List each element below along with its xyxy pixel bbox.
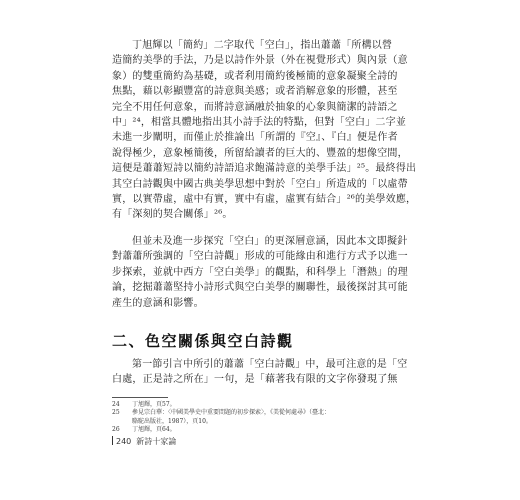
footnotes bbox=[112, 401, 392, 435]
footnote-number: 25 bbox=[112, 409, 120, 417]
page-footer bbox=[112, 436, 176, 447]
footnote bbox=[112, 409, 392, 417]
text-line: 丁旭輝以「簡約」二字取代「空白」，指出蕭蕭「所構以營 bbox=[132, 40, 393, 51]
footnote bbox=[112, 426, 392, 434]
body-paragraph bbox=[112, 357, 408, 388]
footnote-text: 駱駝出版社，1987），頁10。 bbox=[132, 417, 212, 425]
footnote-divider bbox=[112, 397, 168, 398]
text-line: 但並未及進一步探究「空白」的更深層意涵，因此本文即擬針 bbox=[132, 236, 408, 247]
text-line: 造簡約美學的手法，乃是以詩作外景（外在視覺形式）與內景（意 bbox=[112, 55, 408, 67]
text-line: 未進一步闡明，而僅止於推論出「所謂的『空』、『白』便是作者 bbox=[112, 132, 398, 144]
text-line: 說得極少，意象極簡後，所留給讀者的巨大的、豐盈的想像空間， bbox=[112, 147, 408, 159]
text-line: 象）的雙重簡約為基礎，或者利用簡約後極簡的意象凝聚全詩的 bbox=[112, 70, 398, 82]
footer-rule bbox=[112, 436, 113, 445]
footnote-number: 26 bbox=[112, 426, 120, 434]
text-line: 對蕭蕭所強調的「空白詩觀」形成的可能緣由和進行方式予以進一 bbox=[112, 251, 408, 263]
text-line: 步探索，並就中西方「空白美學」的觀點，和科學上「潛熱」的理 bbox=[112, 266, 408, 278]
text-line: 完全不用任何意象，而將詩意涵融於抽象的心象與簡潔的詩語之 bbox=[112, 101, 398, 113]
footnote-number: 24 bbox=[112, 401, 120, 408]
footnote-text: 丁旭輝，頁57。 bbox=[132, 401, 176, 408]
footnote-text: 參見宗白華：〈中國美學史中重要問題的初步探索〉，《美從何處尋》（臺北： bbox=[132, 409, 331, 417]
page-number: 240 bbox=[116, 437, 132, 446]
text-line: 白處，正是詩之所在」一句，是「藉著我有限的文字你發現了無 bbox=[112, 374, 398, 386]
text-line: 論，挖掘蕭蕭堅持小詩形式與空白美學的關聯性，最後探討其可能 bbox=[112, 282, 408, 294]
text-line: 有「深刻的契合關係」²⁶。 bbox=[112, 209, 233, 221]
text-line: 這便是蕭蕭短詩以簡約詩語追求飽滿詩意的美學手法」²⁵。最終得出 bbox=[112, 163, 417, 175]
footnote bbox=[112, 418, 392, 426]
text-line: 中」²⁴，相當具體地指出其小詩手法的特點，但對「空白」二字並 bbox=[112, 116, 407, 128]
text-line: 實，以實帶虛，虛中有實，實中有虛，虛實有結合」²⁶的美學效應， bbox=[112, 193, 417, 205]
body-paragraph bbox=[112, 234, 408, 311]
footnote-text: 丁旭輝，頁64。 bbox=[132, 426, 176, 434]
text-line: 其空白詩觀與中國古典美學思想中對於「空白」所造成的「以虛帶 bbox=[112, 178, 408, 190]
text-line: 第一節引言中所引的蕭蕭「空白詩觀」中，最可注意的是「空 bbox=[132, 359, 408, 370]
text-line: 產生的意涵和影響。 bbox=[112, 297, 204, 309]
running-title: 新詩十家論 bbox=[136, 437, 177, 446]
section-heading: 二、色空關係與空白詩觀 bbox=[112, 332, 294, 350]
body-paragraph bbox=[112, 38, 417, 223]
text-line: 焦點，藉以彰顯豐富的詩意與美感；或者消解意象的形體，甚至 bbox=[112, 86, 398, 98]
